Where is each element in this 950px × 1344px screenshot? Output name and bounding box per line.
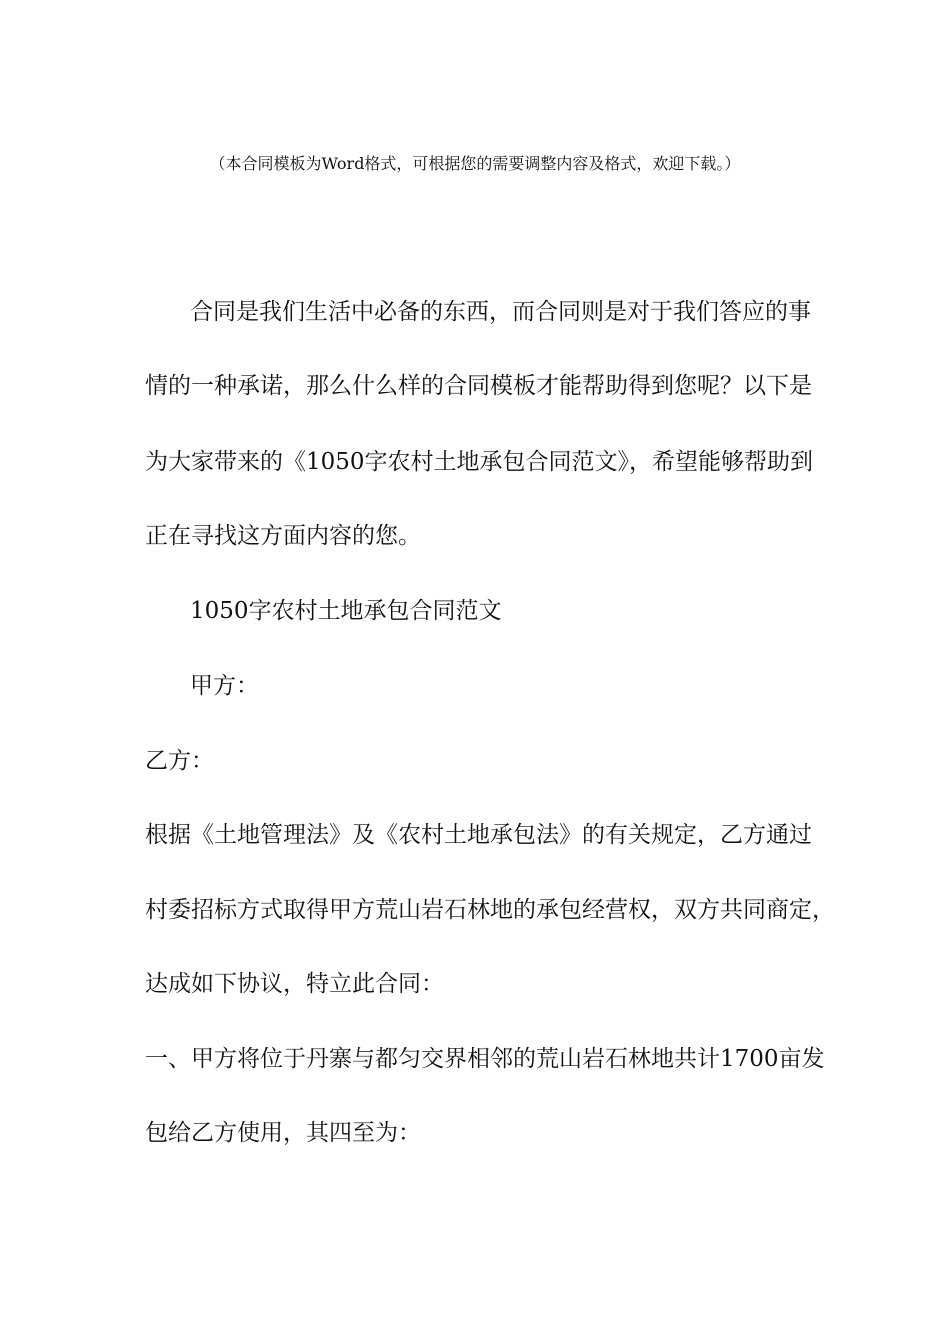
clause-1-line-2: 包给乙方使用，其四至为：	[145, 1120, 421, 1146]
party-a-label: 甲方：	[190, 673, 259, 699]
intro-line-4: 正在寻找这方面内容的您。	[145, 523, 421, 549]
clause-1-line-1: 一、甲方将位于丹寨与都匀交界相邻的荒山岩石林地共计1700亩发	[145, 1046, 825, 1072]
party-b-label: 乙方：	[145, 748, 214, 774]
contract-title: 1050字农村土地承包合同范文	[190, 598, 502, 624]
intro-line-2: 情的一种承诺，那么什么样的合同模板才能帮助得到您呢？以下是	[145, 373, 812, 399]
intro-line-3: 为大家带来的《1050字农村土地承包合同范文》，希望能够帮助到	[145, 449, 814, 475]
body-line-1: 根据《土地管理法》及《农村土地承包法》的有关规定，乙方通过	[145, 822, 812, 848]
body-line-3: 达成如下协议，特立此合同：	[145, 971, 444, 997]
template-note: （本合同模板为Word格式，可根据您的需要调整内容及格式，欢迎下载。）	[209, 154, 741, 173]
body-line-2: 村委招标方式取得甲方荒山岩石林地的承包经营权，双方共同商定，	[145, 897, 835, 923]
intro-line-1: 合同是我们生活中必备的东西，而合同则是对于我们答应的事	[190, 299, 811, 325]
